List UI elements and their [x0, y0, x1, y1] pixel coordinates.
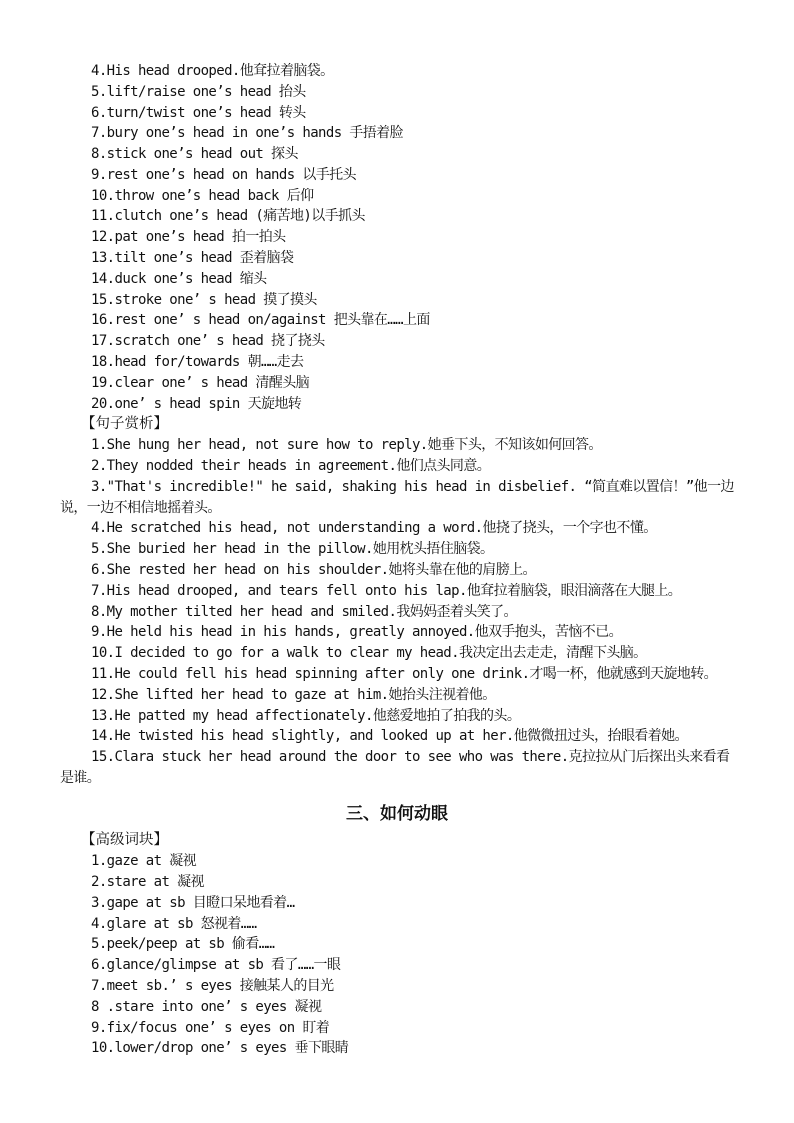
head-phrase-8: 8.stick one’s head out 探头	[91, 146, 298, 162]
sentence-14: 14.He twisted his head slightly, and looked up at her.他微微扭过头，抬眼看着她。	[91, 728, 688, 744]
sentence-11: 11.He could fell his head spinning after only one drink.才喝一杯，他就感到天旋地转。	[91, 666, 718, 682]
sentence-6: 6.She rested her head on his shoulder.她将头靠在他的肩膀上。	[91, 562, 536, 578]
sentence-heading: 【句子赏析】	[81, 416, 168, 432]
eye-phrase-7: 7.meet sb.’ s eyes 接触某人的目光	[91, 978, 334, 994]
sentence-8: 8.My mother tilted her head and smiled.我妈妈歪着头笑了。	[91, 604, 517, 620]
sentence-4: 4.He scratched his head, not understanding a word.他挠了挠头，一个字也不懂。	[91, 520, 657, 536]
head-phrase-14: 14.duck one’s head 缩头	[91, 271, 267, 287]
sentence-2: 2.They nodded their heads in agreement.他们点头同意。	[91, 458, 491, 474]
eye-phrase-9: 9.fix/focus one’ s eyes on 盯着	[91, 1020, 330, 1036]
eye-phrase-10: 10.lower/drop one’ s eyes 垂下眼睛	[91, 1040, 349, 1056]
eye-phrase-4: 4.glare at sb 怒视着……	[91, 916, 257, 932]
sentence-3: 3."That's incredible!" he said, shaking his head in disbelief. “简直难以置信！”他一边说，一边不相信地摇着头。	[60, 479, 734, 516]
head-phrase-4: 4.His head drooped.他耷拉着脑袋。	[91, 63, 334, 79]
head-phrase-10: 10.throw one’s head back 后仰	[91, 188, 314, 204]
section-title: 三、如何动眼	[346, 804, 448, 824]
sentence-1: 1.She hung her head, not sure how to reply.她垂下头，不知该如何回答。	[91, 437, 602, 453]
sentence-7: 7.His head drooped, and tears fell onto his lap.他耷拉着脑袋，眼泪滴落在大腿上。	[91, 583, 682, 599]
eye-phrase-1: 1.gaze at 凝视	[91, 853, 197, 869]
sentence-5: 5.She buried her head in the pillow.她用枕头捂住脑袋。	[91, 541, 494, 557]
sentence-13: 13.He patted my head affectionately.他慈爱地拍了拍我的头。	[91, 708, 521, 724]
eye-phrase-2: 2.stare at 凝视	[91, 874, 204, 890]
head-phrase-20: 20.one’ s head spin 天旋地转	[91, 396, 302, 412]
eye-phrase-5: 5.peek/peep at sb 偷看……	[91, 936, 275, 952]
head-phrase-12: 12.pat one’s head 拍一拍头	[91, 229, 286, 245]
sentence-10: 10.I decided to go for a walk to clear my head.我决定出去走走，清醒下头脑。	[91, 645, 647, 661]
head-phrase-18: 18.head for/towards 朝……走去	[91, 354, 304, 370]
vocab-heading: 【高级词块】	[81, 832, 168, 848]
head-phrase-7: 7.bury one’s head in one’s hands 手捂着脸	[91, 125, 403, 141]
eye-phrase-6: 6.glance/glimpse at sb 看了……一眼	[91, 957, 341, 973]
head-phrase-6: 6.turn/twist one’s head 转头	[91, 105, 306, 121]
head-phrase-16: 16.rest one’ s head on/against 把头靠在……上面	[91, 312, 430, 328]
head-phrase-17: 17.scratch one’ s head 挠了挠头	[91, 333, 325, 349]
head-phrase-15: 15.stroke one’ s head 摸了摸头	[91, 292, 317, 308]
sentence-12: 12.She lifted her head to gaze at him.她抬头注视着他。	[91, 687, 496, 703]
head-phrase-5: 5.lift/raise one’s head 抬头	[91, 84, 306, 100]
head-phrase-13: 13.tilt one’s head 歪着脑袋	[91, 250, 294, 266]
sentence-9: 9.He held his head in his hands, greatly annoyed.他双手抱头，苦恼不已。	[91, 624, 623, 640]
head-phrase-11: 11.clutch one’s head (痛苦地)以手抓头	[91, 208, 365, 224]
eye-phrase-3: 3.gape at sb 目瞪口呆地看着…	[91, 895, 295, 911]
head-phrase-9: 9.rest one’s head on hands 以手托头	[91, 167, 356, 183]
head-phrase-19: 19.clear one’ s head 清醒头脑	[91, 375, 310, 391]
sentence-15: 15.Clara stuck her head around the door to see who was there.克拉拉从门后探出头来看看是谁。	[60, 749, 730, 786]
eye-phrase-8: 8 .stare into one’ s eyes 凝视	[91, 999, 322, 1015]
